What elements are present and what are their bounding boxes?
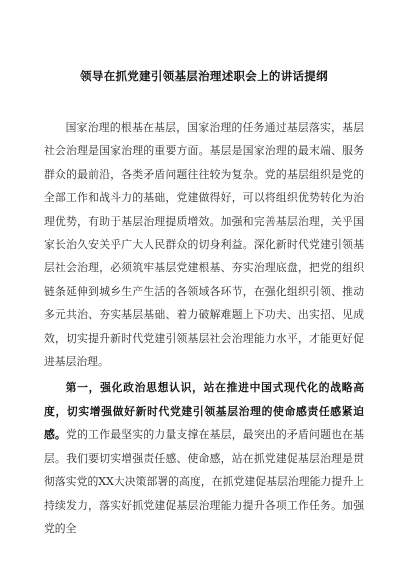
paragraph-body-text: 党的工作最坚实的力量支撑在基层，最突出的矛盾问题也在基层。我们要切实增强责任感、使命感，站在抓党建促基层治理是贯彻落实党的XX大决策部署的高度，在抓党建促基层治理能力提升上持续发力，落实好抓党建促基层治理能力提升各项工作任务。加强党的全 bbox=[44, 428, 365, 535]
paragraph-lead-heading: 第一，强化政治思想认识，站在推进中国式现代化的战略高度，切实增强做好新时代党建引领基层治理的使命感责任感紧迫感。 bbox=[44, 381, 364, 442]
paragraph-first-point bbox=[44, 376, 364, 540]
paragraph-intro: 国家治理的根基在基层，国家治理的任务通过基层落实，基层社会治理是国家治理的重要方面。基层是国家治理的最末端、服务群众的最前沿，各类矛盾问题往往较为复杂。党的基层组织是党的全部工作和战斗力的基础，党建做得好，可以将组织优势转化为治理优势，有助于基层治理提质增效。加强和完善基层治理，关乎国家长治久安关乎广大人民群众的切身利益。深化新时代党建引领基层社会治理，必须筑牢基层党建根基、夯实治理底盘，把党的组织链条延伸到城乡生产生活的各领域各环节，在强化组织引领、推动多元共治、夯实基层基础、着力破解难题上下功夫、出实招、见成效，切实提升新时代党建引领基层社会治理能力水平，才能更好促进基层治理。 bbox=[44, 121, 364, 369]
document-title: 领导在抓党建引领基层治理述职会上的讲话提纲 bbox=[80, 69, 328, 83]
